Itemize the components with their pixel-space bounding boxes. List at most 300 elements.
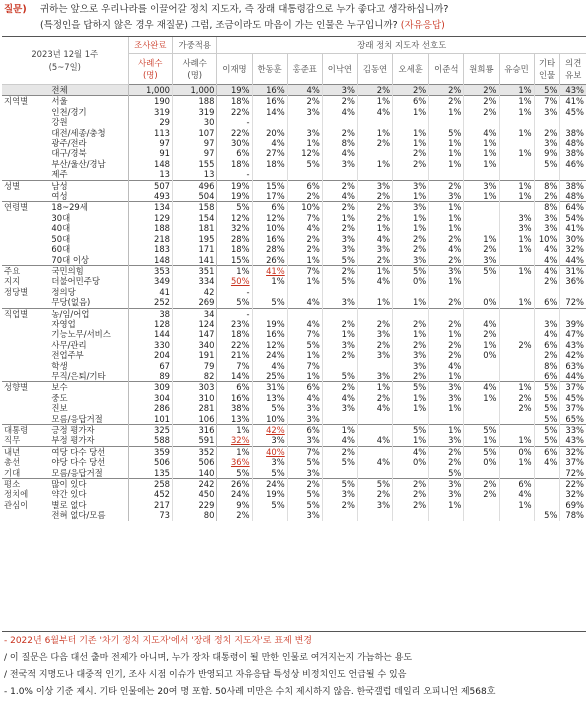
value-cell: 10% (287, 202, 322, 213)
value-cell: 46% (560, 159, 586, 169)
table-row (2, 169, 586, 180)
value-cell: 12% (252, 340, 287, 350)
value-cell: 3% (534, 319, 560, 329)
candidate-header: 의견 유보 (560, 54, 586, 85)
value-cell: 2% (322, 180, 357, 191)
value-cell: 7% (534, 96, 560, 107)
value-cell: 22% (217, 107, 252, 117)
weighted-count: 158 (173, 202, 217, 213)
value-cell (560, 308, 586, 319)
value-cell (560, 169, 586, 180)
sample-count: 148 (128, 159, 172, 169)
value-cell: 4% (534, 244, 560, 254)
value-cell (393, 468, 429, 479)
value-cell: 1% (252, 276, 287, 286)
value-cell (464, 468, 499, 479)
value-cell: 6% (287, 382, 322, 393)
value-cell: 3% (322, 234, 357, 244)
value-cell: 24% (252, 350, 287, 360)
value-cell: 1% (429, 223, 464, 233)
value-cell: 5% (252, 468, 287, 479)
weighted-count: 97 (173, 148, 217, 158)
value-cell: 14% (217, 371, 252, 382)
value-cell: 1% (429, 202, 464, 213)
value-cell: 1% (429, 403, 464, 413)
weighted-count: 450 (173, 489, 217, 499)
value-cell (534, 169, 560, 180)
value-cell: 54% (560, 213, 586, 223)
value-cell: 4% (534, 329, 560, 339)
value-cell: 1% (429, 148, 464, 158)
value-cell: 5% (464, 265, 499, 276)
sample-count: 73 (128, 510, 172, 520)
value-cell: 22% (560, 479, 586, 490)
value-cell: 1% (499, 244, 534, 254)
value-cell (534, 287, 560, 297)
value-cell: 1% (499, 85, 534, 96)
value-cell (499, 169, 534, 180)
segment-label: 전혀 없다/모름 (51, 510, 106, 521)
weighted-count: 34 (173, 308, 217, 319)
segment-label: 별로 없다 (51, 499, 87, 510)
value-cell: 31% (560, 265, 586, 276)
value-cell (393, 169, 429, 180)
candidate-header: 원희룡 (464, 54, 499, 85)
value-cell: 5% (252, 297, 287, 308)
value-cell: 22% (217, 128, 252, 138)
table-row (2, 107, 586, 117)
value-cell: 4% (322, 393, 357, 403)
value-cell (464, 169, 499, 180)
table-row (2, 159, 586, 169)
segment-label: 70대 이상 (51, 254, 89, 265)
group-label (2, 340, 45, 350)
weighted-count: 242 (173, 479, 217, 490)
sample-count: 41 (128, 287, 172, 297)
value-cell: 10% (252, 414, 287, 425)
value-cell: 16% (252, 234, 287, 244)
weighted-count: 269 (173, 297, 217, 308)
value-cell (464, 287, 499, 297)
value-cell: 7% (287, 361, 322, 371)
value-cell: 4% (357, 107, 392, 117)
group-label (2, 297, 45, 308)
value-cell: 5% (217, 202, 252, 213)
segment-label: 더불어민주당 (51, 276, 100, 287)
value-cell: 2% (534, 191, 560, 202)
value-cell: 3% (499, 223, 534, 233)
value-cell: 2% (429, 446, 464, 457)
value-cell: 6% (534, 340, 560, 350)
weighted-count: 80 (173, 510, 217, 520)
value-cell: 1% (464, 159, 499, 169)
value-cell: 1% (217, 265, 252, 276)
value-cell (499, 361, 534, 371)
value-cell: 2% (393, 371, 429, 382)
value-cell: 1% (287, 255, 322, 266)
value-cell: 32% (560, 244, 586, 254)
value-cell: 12% (287, 148, 322, 158)
value-cell: 21% (217, 350, 252, 360)
segment-label: 진보 (51, 403, 68, 414)
segment-label: 모름/응답거절 (51, 467, 103, 478)
value-cell: 3% (322, 340, 357, 350)
sample-count: 128 (128, 319, 172, 329)
value-cell: 4% (357, 457, 392, 467)
table-row (2, 223, 586, 233)
value-cell (357, 148, 392, 158)
value-cell: 78% (560, 510, 586, 520)
group-label: 주요 (2, 265, 45, 276)
value-cell: 5% (252, 403, 287, 413)
value-cell: 10% (252, 223, 287, 233)
value-cell: 3% (322, 297, 357, 308)
value-cell (560, 287, 586, 297)
value-cell: 5% (322, 371, 357, 382)
table-row (2, 180, 586, 191)
value-cell: 26% (252, 255, 287, 266)
value-cell (357, 425, 392, 436)
value-cell: 64% (560, 202, 586, 213)
table-row (2, 138, 586, 148)
value-cell: 1% (357, 96, 392, 107)
value-cell: 37% (560, 382, 586, 393)
value-cell: 2% (429, 255, 464, 266)
segment-label: 모름/응답거절 (51, 413, 103, 424)
table-row (2, 350, 586, 360)
value-cell: 6% (217, 148, 252, 158)
weighted-count: 106 (173, 414, 217, 425)
value-cell: 1% (429, 159, 464, 169)
value-cell: 1% (429, 276, 464, 286)
value-cell: 28% (217, 234, 252, 244)
value-cell: 5% (287, 489, 322, 499)
survey-period: (5~7일) (48, 61, 81, 72)
weighted-count: 195 (173, 234, 217, 244)
segment-label: 18~29세 (45, 202, 128, 213)
value-cell: 1% (464, 234, 499, 244)
weighted-count: 229 (173, 500, 217, 510)
value-cell (429, 287, 464, 297)
value-cell (464, 371, 499, 382)
value-cell: 2% (464, 244, 499, 254)
value-cell: 1% (357, 223, 392, 233)
value-cell: 6% (534, 371, 560, 382)
value-cell: 1% (393, 128, 429, 138)
value-cell: 17% (252, 191, 287, 202)
value-cell: 3% (357, 500, 392, 510)
table-row (2, 468, 586, 479)
value-cell (287, 287, 322, 297)
sample-count: 204 (128, 350, 172, 360)
value-cell: 1% (499, 265, 534, 276)
value-cell (499, 414, 534, 425)
value-cell: 5% (252, 500, 287, 510)
group-label (2, 371, 45, 382)
value-cell (252, 169, 287, 180)
value-cell: 2% (357, 393, 392, 403)
value-cell: 2% (393, 489, 429, 499)
sample-count: 325 (128, 425, 172, 436)
group-label: 직업별 (2, 308, 45, 319)
value-cell: 9% (217, 500, 252, 510)
results-table (2, 37, 586, 521)
value-cell: 4% (429, 361, 464, 371)
value-cell: 13% (217, 414, 252, 425)
value-cell: 1% (429, 107, 464, 117)
sample-count: 38 (128, 308, 172, 319)
col-weighted-unit: 사례수 (명) (173, 54, 217, 85)
group-label (2, 128, 45, 138)
value-cell: 4% (287, 223, 322, 233)
value-cell: 1% (429, 371, 464, 382)
value-cell: 2% (393, 479, 429, 490)
value-cell: 26% (217, 479, 252, 490)
value-cell: 18% (217, 96, 252, 107)
value-cell (393, 117, 429, 127)
value-cell: 43% (560, 340, 586, 350)
value-cell (534, 308, 560, 319)
value-cell: 3% (357, 329, 392, 339)
table-row (2, 340, 586, 350)
value-cell: 5% (287, 457, 322, 467)
table-row (2, 479, 586, 490)
candidate-header: 이준석 (429, 54, 464, 85)
value-cell: 4% (357, 403, 392, 413)
value-cell: 2% (322, 382, 357, 393)
value-cell: 6% (252, 202, 287, 213)
value-cell: 5% (429, 468, 464, 479)
value-cell: 32% (560, 446, 586, 457)
weighted-count: 181 (173, 223, 217, 233)
segment-label: 강원 (51, 117, 68, 128)
value-cell: 3% (287, 435, 322, 446)
value-cell (499, 202, 534, 213)
value-cell: 2% (429, 96, 464, 107)
value-cell: 1% (393, 393, 429, 403)
value-cell: 3% (322, 85, 357, 96)
table-row (2, 255, 586, 266)
weighted-count: 188 (173, 96, 217, 107)
value-cell: 0% (464, 457, 499, 467)
value-cell: 30% (217, 138, 252, 148)
value-cell: 1% (393, 435, 429, 446)
value-cell (499, 510, 534, 520)
value-cell: 7% (217, 361, 252, 371)
value-cell (534, 479, 560, 490)
value-cell: 41% (560, 96, 586, 107)
weighted-count: 171 (173, 244, 217, 254)
segment-label: 인천/경기 (51, 106, 87, 117)
value-cell: 18% (252, 159, 287, 169)
value-cell: 2% (464, 489, 499, 499)
value-cell: 2% (393, 319, 429, 329)
value-cell: 3% (357, 180, 392, 191)
value-cell: 1% (287, 276, 322, 286)
sample-count: 183 (128, 244, 172, 254)
table-row (2, 510, 586, 520)
weighted-count: 42 (173, 287, 217, 297)
value-cell: 5% (534, 393, 560, 403)
value-cell: 2% (357, 85, 392, 96)
segment-label: 남성 (45, 180, 128, 191)
value-cell: 3% (322, 489, 357, 499)
weighted-count: 319 (173, 107, 217, 117)
segment-label: 부정 평가자 (51, 435, 95, 446)
segment-label: 기능노무/서비스 (51, 329, 111, 340)
table-row (2, 308, 586, 319)
segment-label: 40대 (51, 223, 71, 234)
survey-date: 2023년 12월 1주 (31, 48, 99, 59)
value-cell: 2% (322, 319, 357, 329)
value-cell: 3% (287, 468, 322, 479)
value-cell: 12% (252, 213, 287, 223)
value-cell: 69% (560, 500, 586, 510)
value-cell: 2% (429, 350, 464, 360)
value-cell: 2% (534, 276, 560, 286)
sample-count: 101 (128, 414, 172, 425)
segment-label: 정의당 (51, 286, 76, 297)
value-cell: 3% (393, 202, 429, 213)
value-cell: 8% (534, 180, 560, 191)
value-cell: 5% (393, 382, 429, 393)
value-cell (499, 276, 534, 286)
value-cell: 3% (393, 350, 429, 360)
group-label (2, 191, 45, 202)
value-cell (429, 117, 464, 127)
segment-label: 부산/울산/경남 (51, 158, 106, 169)
value-cell: 5% (534, 510, 560, 520)
sample-count: 129 (128, 213, 172, 223)
value-cell: 16% (217, 393, 252, 403)
value-cell: 1% (287, 371, 322, 382)
value-cell: 2% (357, 213, 392, 223)
sample-count: 91 (128, 148, 172, 158)
value-cell: 3% (357, 350, 392, 360)
value-cell: 3% (322, 244, 357, 254)
table-row (2, 414, 586, 425)
value-cell: 5% (217, 297, 252, 308)
value-cell (322, 468, 357, 479)
value-cell: 18% (217, 159, 252, 169)
value-cell: 10% (534, 234, 560, 244)
value-cell: 3% (429, 265, 464, 276)
value-cell: 1% (429, 425, 464, 436)
value-cell: 18% (217, 329, 252, 339)
group-label (2, 148, 45, 158)
value-cell: 2% (393, 340, 429, 350)
value-cell: 1% (499, 435, 534, 446)
weighted-count: 1,000 (173, 85, 217, 96)
segment-label: 50대 (51, 233, 71, 244)
candidate-header: 김동연 (357, 54, 392, 85)
value-cell: 2% (357, 202, 392, 213)
value-cell (357, 361, 392, 371)
table-row (2, 191, 586, 202)
value-cell (499, 138, 534, 148)
value-cell (429, 308, 464, 319)
value-cell (357, 414, 392, 425)
value-cell: 1% (499, 148, 534, 158)
value-cell: 5% (534, 414, 560, 425)
segment-label: 여성 (51, 191, 68, 202)
value-cell: 0% (499, 446, 534, 457)
weighted-count: 79 (173, 361, 217, 371)
value-cell (499, 425, 534, 436)
value-cell: 9% (534, 148, 560, 158)
value-cell: - (217, 287, 252, 297)
weighted-count: 352 (173, 446, 217, 457)
group-label (2, 255, 45, 266)
group-label (2, 350, 45, 360)
value-cell: 2% (357, 489, 392, 499)
value-cell (534, 117, 560, 127)
group-label: 평소 (2, 479, 45, 490)
value-cell: 7% (287, 213, 322, 223)
value-cell: 5% (322, 255, 357, 266)
value-cell: 2% (429, 180, 464, 191)
value-cell: 19% (252, 489, 287, 499)
value-cell: 15% (252, 180, 287, 191)
weighted-count: 124 (173, 319, 217, 329)
value-cell: 16% (252, 96, 287, 107)
value-cell: 6% (393, 96, 429, 107)
group-label: 연령별 (2, 202, 45, 213)
group-label (2, 393, 45, 403)
value-cell: 3% (357, 371, 392, 382)
value-cell: 3% (534, 107, 560, 117)
sample-count: 29 (128, 117, 172, 127)
value-cell: 13% (252, 393, 287, 403)
value-cell: 3% (287, 414, 322, 425)
sample-count: 144 (128, 329, 172, 339)
value-cell: 2% (357, 340, 392, 350)
value-cell: 3% (429, 479, 464, 490)
value-cell: 5% (534, 85, 560, 96)
value-cell: 16% (252, 329, 287, 339)
value-cell: 4% (357, 435, 392, 446)
value-cell: 3% (287, 128, 322, 138)
value-cell: 8% (534, 202, 560, 213)
sample-count: 304 (128, 393, 172, 403)
value-cell: 2% (429, 85, 464, 96)
sample-count: 188 (128, 223, 172, 233)
table-row (2, 403, 586, 413)
value-cell: 2% (287, 96, 322, 107)
value-cell: 3% (499, 213, 534, 223)
value-cell (357, 287, 392, 297)
table-row (2, 371, 586, 382)
value-cell: 7% (287, 446, 322, 457)
table-row (2, 265, 586, 276)
value-cell (322, 169, 357, 180)
segment-label: 학생 (51, 360, 68, 371)
value-cell: 41% (252, 265, 287, 276)
weighted-count: 107 (173, 128, 217, 138)
table-row (2, 329, 586, 339)
segment-label: 농/임/어업 (45, 308, 128, 319)
value-cell (464, 500, 499, 510)
value-cell: 27% (252, 148, 287, 158)
group-title: 장래 정치 지도자 선호도 (217, 37, 586, 54)
segment-label: 긍정 평가자 (45, 425, 128, 436)
value-cell: 2% (287, 244, 322, 254)
value-cell: 36% (217, 457, 252, 467)
value-cell: 2% (393, 85, 429, 96)
segment-label: 국민의힘 (45, 265, 128, 276)
segment-label: 여당 다수 당선 (45, 446, 128, 457)
weighted-count: 30 (173, 117, 217, 127)
